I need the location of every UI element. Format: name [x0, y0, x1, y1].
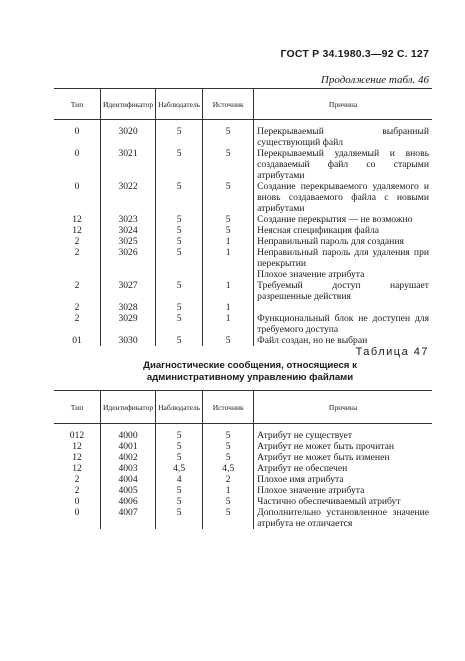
- cell-source: 5: [203, 335, 254, 346]
- table-row: [54, 474, 432, 485]
- cell-id: 4005: [101, 485, 156, 496]
- cell-source: 5: [203, 214, 254, 225]
- cell-reason: Дополнительно установленное значение атрибута не отличается: [254, 507, 432, 529]
- cell-source: 1: [203, 313, 254, 335]
- cell-type: 12: [72, 463, 82, 474]
- cell-type: 12: [72, 452, 82, 463]
- cell-type: 2: [74, 485, 80, 496]
- cell-observer: 5: [156, 507, 203, 529]
- cell-id: 3026: [101, 247, 156, 269]
- cell-source: 5: [203, 181, 254, 214]
- cell-type: 0: [74, 126, 80, 137]
- cell-reason: Частично обеспечиваемый атрибут: [254, 496, 432, 507]
- cell-observer: 5: [156, 247, 203, 269]
- table-46: [54, 88, 432, 346]
- col-reason: Причина: [254, 391, 432, 424]
- table-header-row: [54, 89, 432, 120]
- cell-id: 4007: [101, 507, 156, 529]
- cell-observer: [156, 269, 203, 280]
- table-row: [54, 313, 432, 335]
- table-row: [54, 302, 432, 313]
- cell-type: 2: [74, 280, 80, 291]
- cell-observer: 5: [156, 302, 203, 313]
- cell-observer: 5: [156, 496, 203, 507]
- cell-type: 12: [72, 441, 82, 452]
- cell-source: 5: [203, 507, 254, 529]
- cell-id: 4003: [101, 463, 156, 474]
- cell-type: 2: [74, 302, 80, 313]
- cell-reason: Атрибут не может быть прочитан: [254, 441, 432, 452]
- cell-reason: Плохое значение атрибута: [254, 269, 432, 280]
- table-row: [54, 507, 432, 529]
- cell-observer: 4: [156, 474, 203, 485]
- cell-source: [203, 269, 254, 280]
- table-46-body: [54, 120, 432, 347]
- cell-source: 5: [203, 496, 254, 507]
- cell-id: 4000: [101, 430, 156, 441]
- cell-observer: 5: [156, 225, 203, 236]
- cell-reason: Атрибут не может быть изменен: [254, 452, 432, 463]
- cell-id: 3027: [101, 280, 156, 302]
- table-row: [54, 214, 432, 225]
- cell-reason: Атрибут не существует: [254, 430, 432, 441]
- cell-source: 5: [203, 225, 254, 236]
- cell-type: [54, 269, 101, 280]
- cell-reason: Создание перекрытия — не возможно: [254, 214, 432, 225]
- cell-observer: 5: [156, 485, 203, 496]
- cell-type: 01: [72, 335, 82, 346]
- table-row: [54, 485, 432, 496]
- table-row: [54, 463, 432, 474]
- cell-id: 3021: [101, 148, 156, 181]
- cell-reason: [254, 302, 432, 313]
- cell-reason: Плохое имя атрибута: [254, 474, 432, 485]
- cell-source: 5: [203, 148, 254, 181]
- cell-source: 4,5: [203, 463, 254, 474]
- cell-type: 2: [74, 236, 80, 247]
- cell-id: 3028: [101, 302, 156, 313]
- cell-reason: Атрибут не обеспечен: [254, 463, 432, 474]
- cell-reason: Неправильный пароль для удаления при перекрытии: [254, 247, 432, 269]
- table-47-body: [54, 424, 432, 530]
- table-row: [54, 280, 432, 302]
- cell-id: 3029: [101, 313, 156, 335]
- table-row: [54, 430, 432, 441]
- table-47-caption: Диагностические сообщения, относящиеся к административному управлению файлами: [143, 360, 357, 383]
- cell-id: 3023: [101, 214, 156, 225]
- col-source: Источник: [203, 89, 254, 120]
- col-type: Тип: [54, 391, 101, 424]
- table-row: [54, 335, 432, 346]
- cell-observer: 5: [156, 452, 203, 463]
- cell-reason: Функциональный блок не доступен для требуемого доступа: [254, 313, 432, 335]
- table-row: [54, 236, 432, 247]
- cell-observer: 5: [156, 430, 203, 441]
- cell-observer: 5: [156, 335, 203, 346]
- col-observer: Наблюдатель: [156, 391, 203, 424]
- cell-id: 4006: [101, 496, 156, 507]
- cell-observer: 5: [156, 148, 203, 181]
- cell-id: 3025: [101, 236, 156, 247]
- table-47: [54, 390, 432, 529]
- cell-id: 4001: [101, 441, 156, 452]
- cell-id: [101, 269, 156, 280]
- cell-observer: 5: [156, 126, 203, 148]
- cell-type: 2: [74, 313, 80, 324]
- cell-observer: 5: [156, 236, 203, 247]
- table-header-row: [54, 391, 432, 424]
- cell-reason: Создание перекрываемого удаляемого и вновь создаваемого файла с новыми атрибутами: [254, 181, 432, 214]
- cell-source: 1: [203, 485, 254, 496]
- table-row: [54, 441, 432, 452]
- cell-source: 5: [203, 452, 254, 463]
- cell-source: 1: [203, 280, 254, 302]
- table-row: [54, 225, 432, 236]
- cell-type: 2: [74, 247, 80, 258]
- cell-source: 5: [203, 126, 254, 148]
- cell-source: 1: [203, 236, 254, 247]
- col-source: Источник: [203, 391, 254, 424]
- col-type: Тип: [54, 89, 101, 120]
- cell-type: 0: [74, 496, 80, 507]
- cell-type: 0: [74, 507, 80, 518]
- cell-type: 12: [72, 225, 82, 236]
- cell-source: 2: [203, 474, 254, 485]
- table-row: [54, 181, 432, 214]
- cell-id: 3022: [101, 181, 156, 214]
- table-row: [54, 247, 432, 269]
- cell-type: 2: [74, 474, 80, 485]
- table-row: [54, 126, 432, 148]
- cell-source: 1: [203, 302, 254, 313]
- cell-source: 1: [203, 247, 254, 269]
- col-reason: Причина: [254, 89, 432, 120]
- cell-observer: 5: [156, 441, 203, 452]
- col-id: Идентификатор: [101, 89, 156, 120]
- cell-observer: 5: [156, 214, 203, 225]
- cell-type: 0: [74, 148, 80, 159]
- table-row: [54, 148, 432, 181]
- page-header: ГОСТ Р 34.1980.3—92 С. 127: [280, 48, 429, 60]
- cell-reason: Перекрываемый удаляемый и вновь создаваемый файл со старыми атрибутами: [254, 148, 432, 181]
- cell-id: 4004: [101, 474, 156, 485]
- cell-observer: 5: [156, 181, 203, 214]
- table-row: [54, 269, 432, 280]
- col-id: Идентификатор: [101, 391, 156, 424]
- cell-reason: Плохое значение атрибута: [254, 485, 432, 496]
- cell-reason: Неправильный пароль для создания: [254, 236, 432, 247]
- cell-reason: Неясная спецификация файла: [254, 225, 432, 236]
- col-observer: Наблюдатель: [156, 89, 203, 120]
- cell-type: 12: [72, 214, 82, 225]
- cell-id: 3024: [101, 225, 156, 236]
- table-row: [54, 496, 432, 507]
- table-47-label: Таблица 47: [355, 346, 429, 358]
- cell-source: 5: [203, 430, 254, 441]
- cell-source: 5: [203, 441, 254, 452]
- cell-reason: Требуемый доступ нарушает разрешенные действия: [254, 280, 432, 302]
- cell-id: 3030: [101, 335, 156, 346]
- cell-id: 3020: [101, 126, 156, 148]
- cell-reason: Перекрываемый выбранный существующий файл: [254, 126, 432, 148]
- cell-id: 4002: [101, 452, 156, 463]
- cell-observer: 5: [156, 313, 203, 335]
- cell-type: 012: [69, 430, 85, 441]
- cell-observer: 4,5: [156, 463, 203, 474]
- cell-reason: Файл создан, но не выбран: [254, 335, 432, 346]
- table-continuation-label: Продолжение табл. 46: [320, 74, 429, 86]
- cell-observer: 5: [156, 280, 203, 302]
- table-row: [54, 452, 432, 463]
- cell-type: 0: [74, 181, 80, 192]
